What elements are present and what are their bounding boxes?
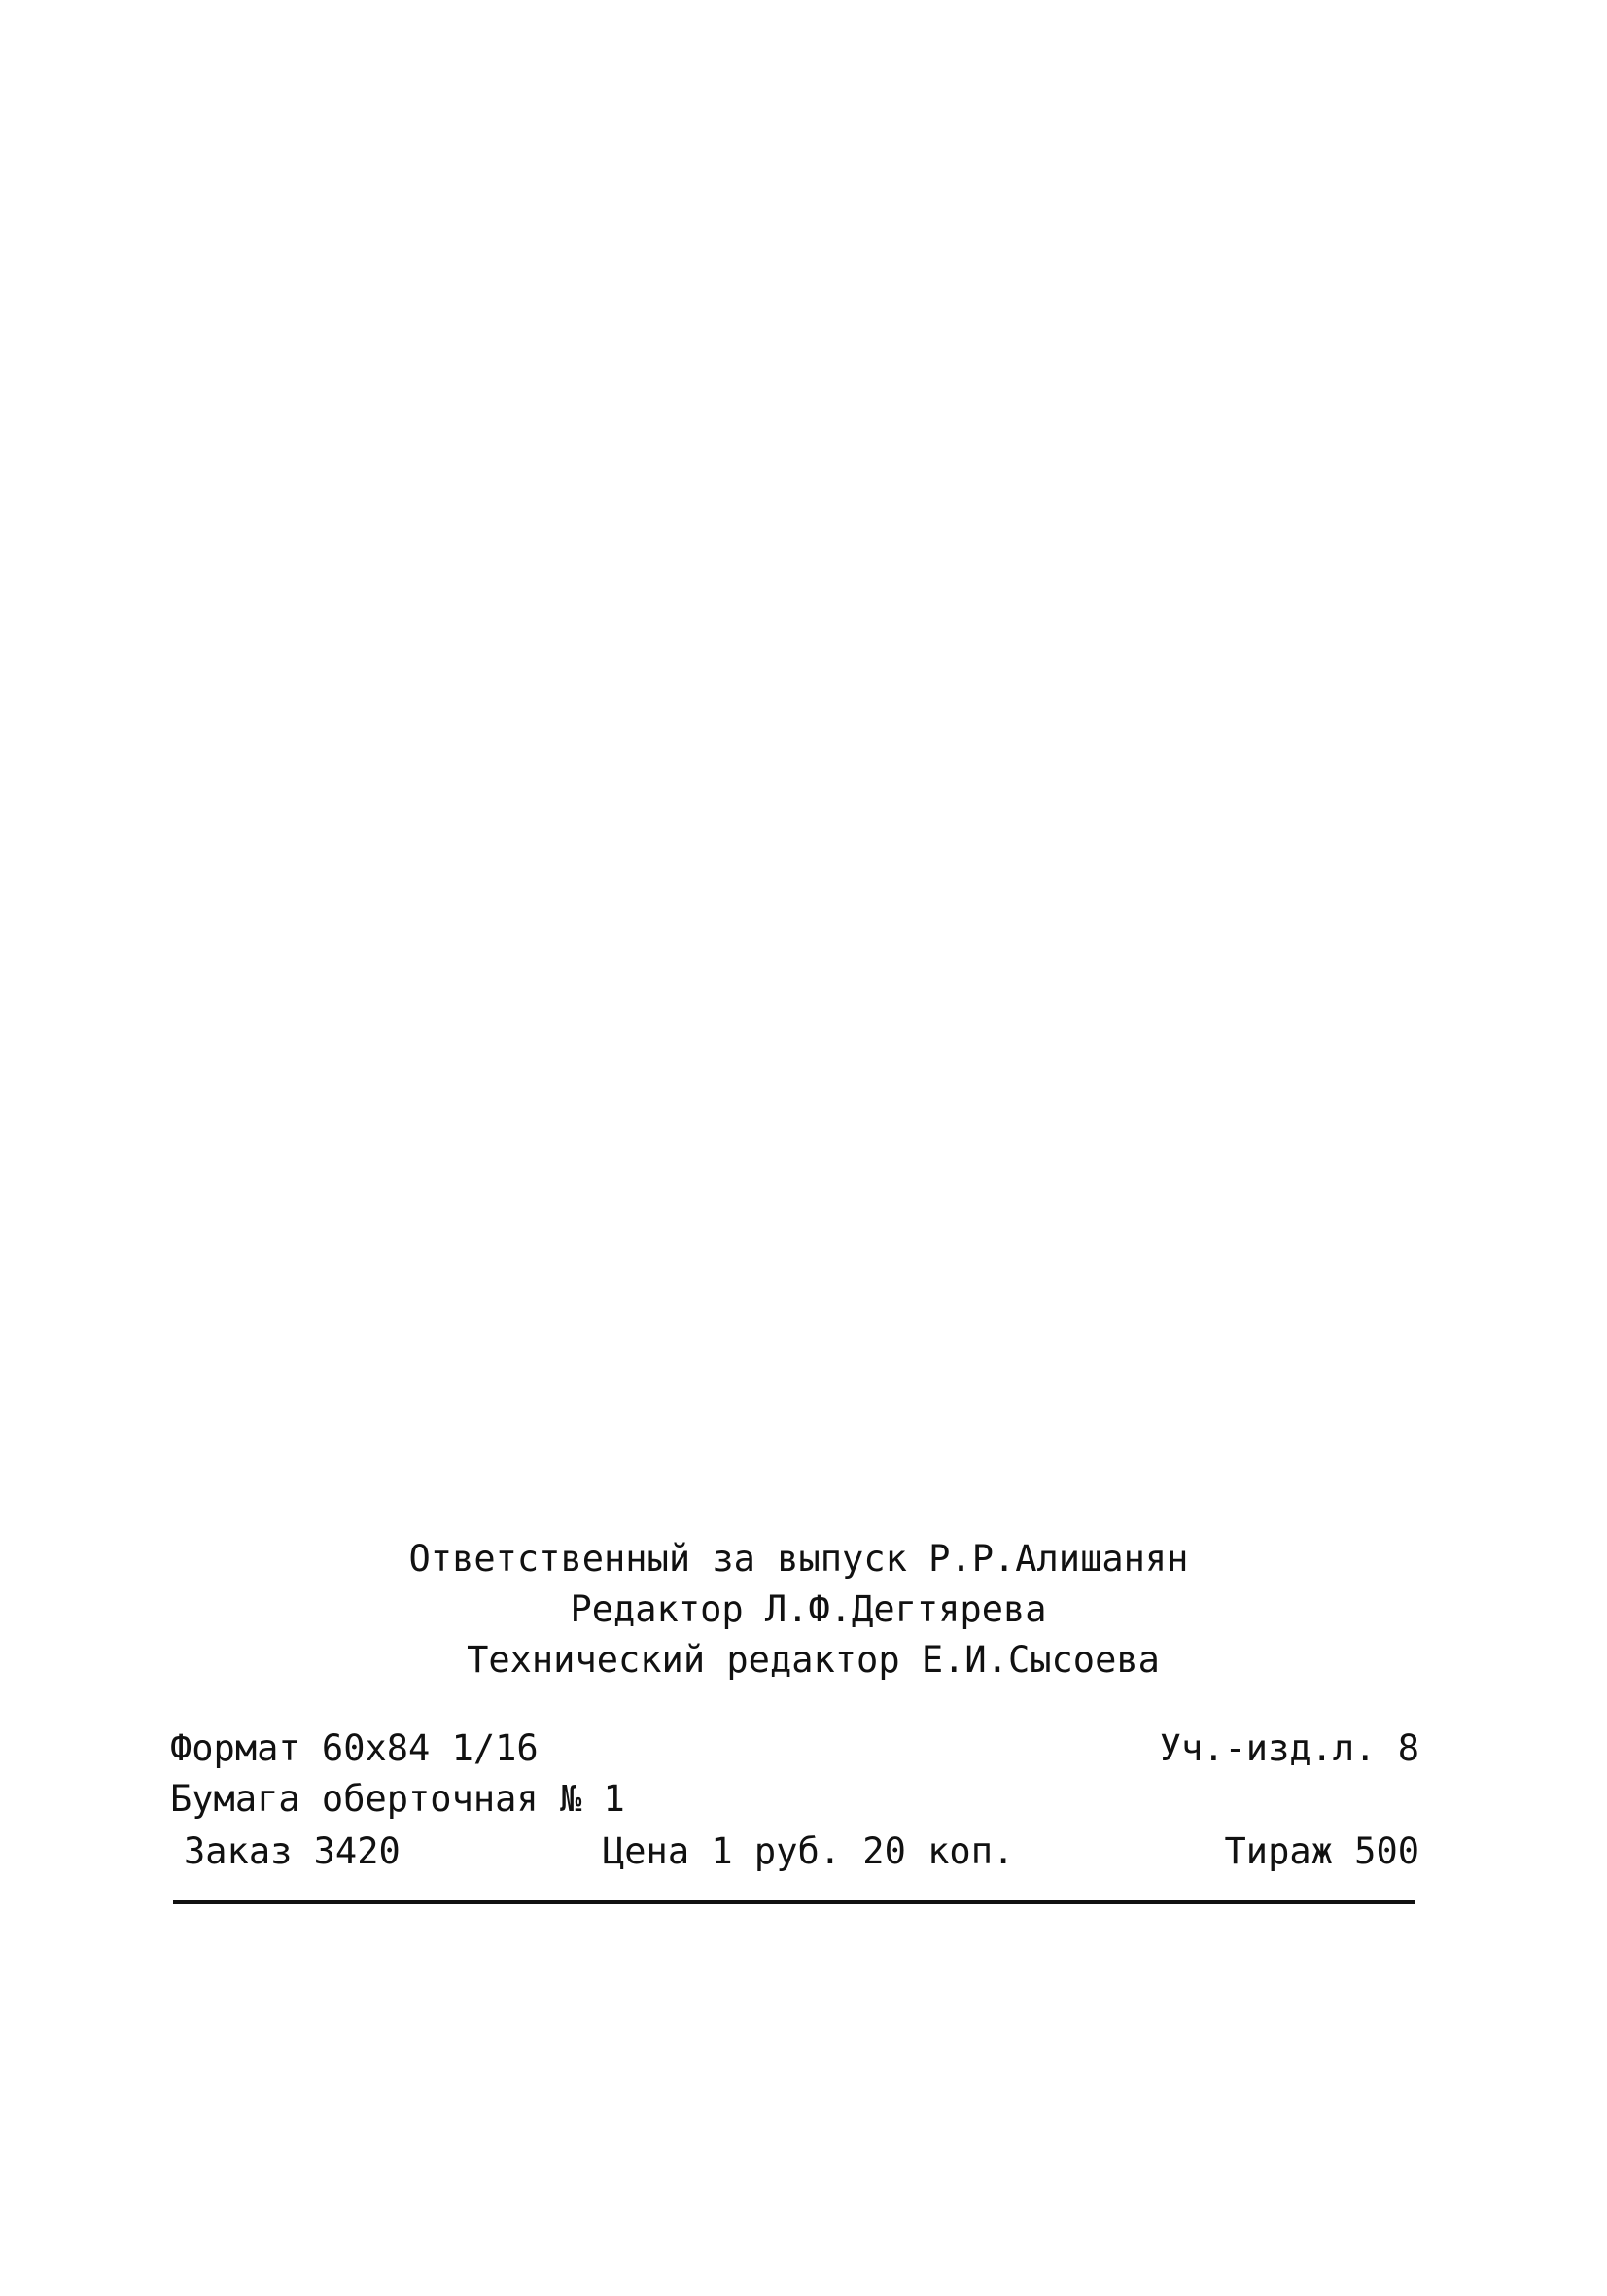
paper-info: Бумага оберточная № 1 (170, 1778, 625, 1820)
edition-sheets: Уч.-изд.л. 8 (1159, 1727, 1419, 1769)
print-run: Тираж 500 (1224, 1830, 1419, 1872)
format-info: Формат 60х84 1/16 (170, 1727, 539, 1769)
credits-block (0, 1534, 1607, 1686)
imprint-row-order (170, 1826, 1419, 1877)
technical-editor: Технический редактор Е.И.Сысоева (467, 1639, 1160, 1681)
responsible-person: Ответственный за выпуск Р.Р.Алишанян (408, 1538, 1189, 1580)
imprint-row-paper (170, 1774, 1419, 1825)
price: Цена 1 руб. 20 коп. (603, 1830, 1015, 1872)
divider-line (173, 1900, 1415, 1904)
imprint-block (170, 1723, 1419, 1877)
imprint-row-format (170, 1723, 1419, 1774)
editor: Редактор Л.Ф.Дегтярева (570, 1588, 1047, 1630)
order-number: Заказ 3420 (184, 1830, 401, 1872)
